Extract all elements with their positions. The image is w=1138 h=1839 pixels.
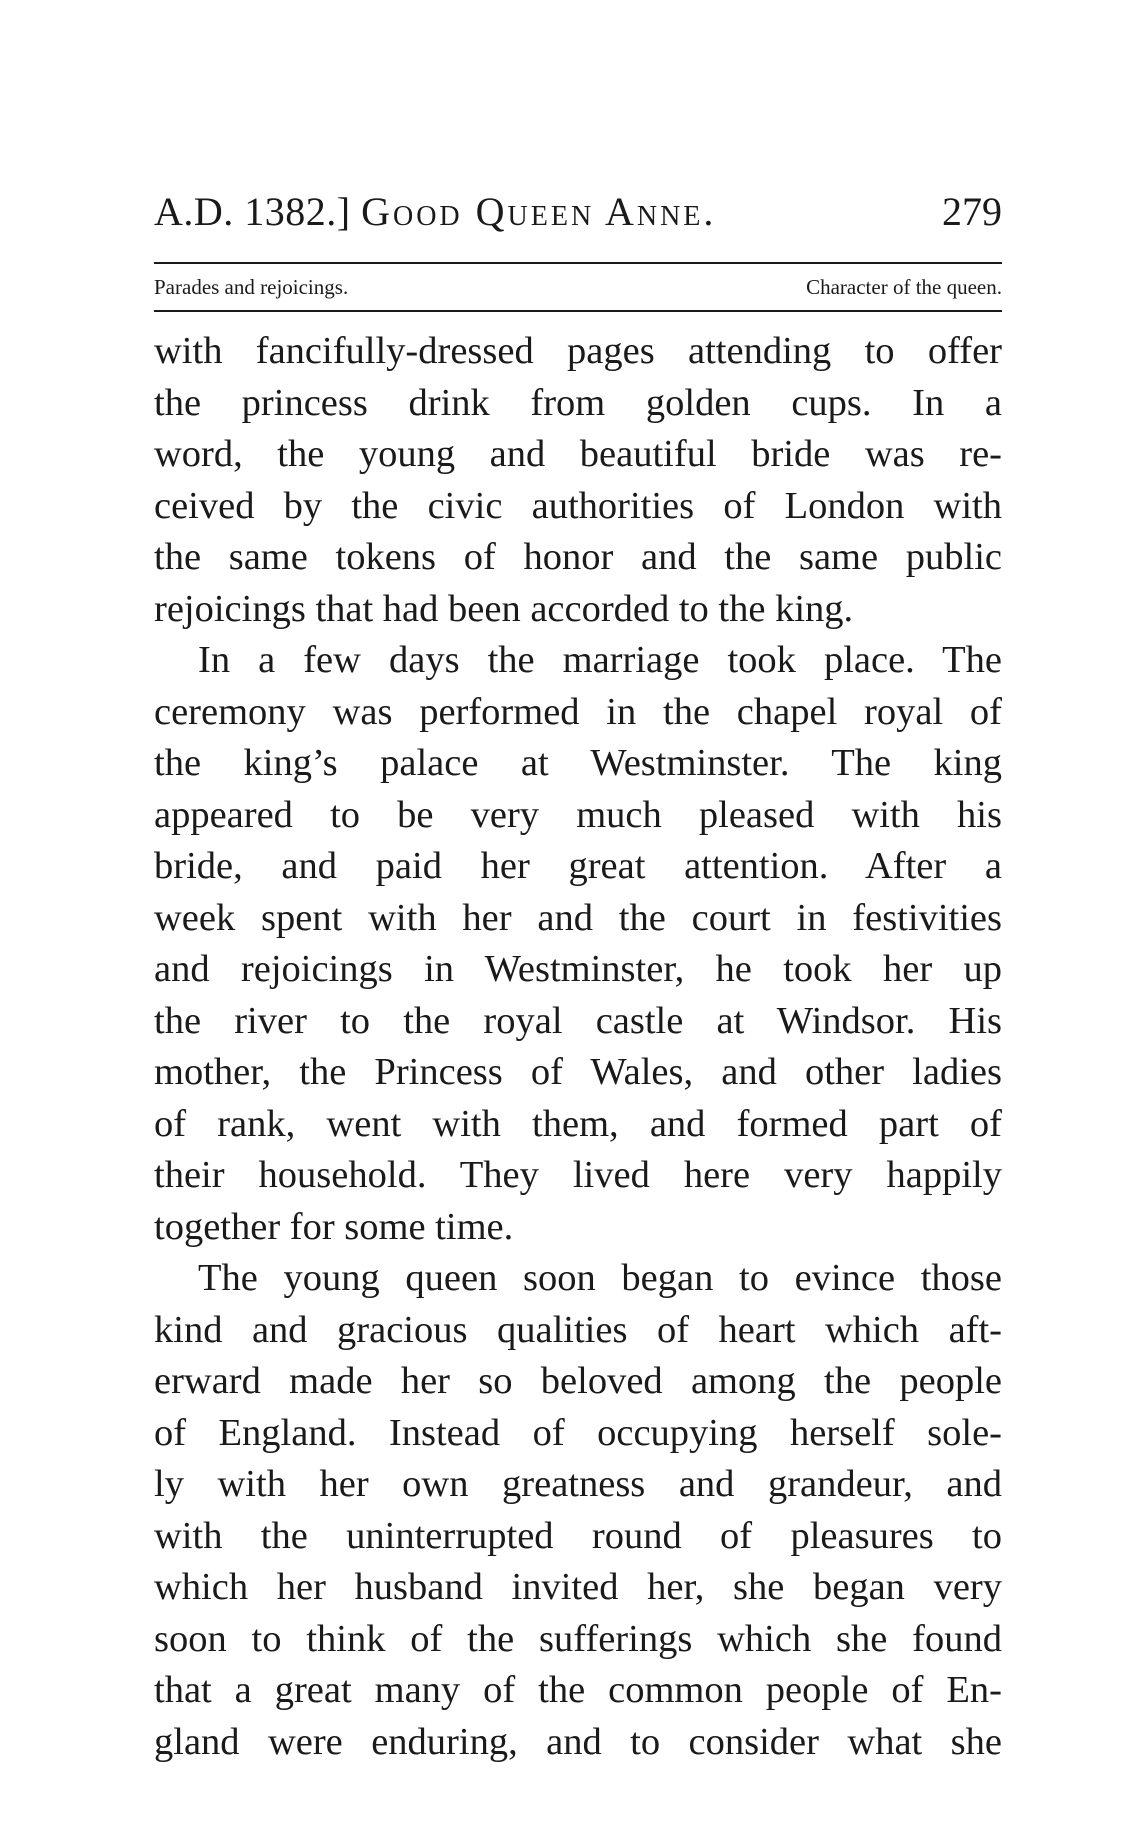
text-line: ceived by the civic authorities of London with	[154, 484, 1002, 527]
text-line: The young queen soon began to evince those	[198, 1257, 1002, 1299]
running-head	[154, 188, 1002, 246]
text-line: together for some time.	[154, 1205, 514, 1248]
running-head-left	[154, 188, 716, 236]
text-line: word, the young and beautiful bride was re-	[154, 433, 1002, 475]
text-line: that a great many of the common people of En-	[154, 1669, 1002, 1711]
text-line: erward made her so beloved among the people	[154, 1360, 1002, 1402]
text-line: ceremony was performed in the chapel royal of	[154, 690, 1002, 733]
header-rule-top	[154, 262, 1002, 264]
text-line: gland were enduring, and to consider what she	[154, 1720, 1002, 1763]
text-line: the river to the royal castle at Windsor. His	[154, 999, 1002, 1042]
text-line: kind and gracious qualities of heart which aft-	[154, 1308, 1002, 1351]
text-line: with fancifully-dressed pages attending to offer	[154, 330, 1002, 372]
text-line: appeared to be very much pleased with his	[154, 793, 1002, 836]
body-text	[154, 326, 1002, 1768]
side-heading-right: Character of the queen.	[806, 275, 1002, 299]
running-head-title: Good Queen Anne.	[361, 189, 717, 234]
text-line: week spent with her and the court in festivities	[154, 896, 1002, 939]
page-number: 279	[942, 189, 1002, 234]
text-line: with the uninterrupted round of pleasures to	[154, 1514, 1002, 1557]
header-rule-bottom	[154, 310, 1002, 312]
text-line: mother, the Princess of Wales, and other ladies	[154, 1051, 1002, 1093]
text-line: the same tokens of honor and the same public	[154, 536, 1002, 578]
text-line: soon to think of the sufferings which she found	[154, 1617, 1002, 1660]
text-line: rejoicings that had been accorded to the king.	[154, 587, 854, 630]
text-line: bride, and paid her great attention. After a	[154, 845, 1002, 887]
text-line: of England. Instead of occupying herself sole-	[154, 1411, 1002, 1454]
text-line: their household. They lived here very happily	[154, 1154, 1002, 1196]
side-heading-left: Parades and rejoicings.	[154, 275, 349, 299]
text-line: the king’s palace at Westminster. The king	[154, 742, 1002, 784]
text-line: of rank, went with them, and formed part of	[154, 1102, 1002, 1145]
text-line: which her husband invited her, she began very	[154, 1566, 1002, 1608]
text-line: In a few days the marriage took place. The	[198, 639, 1002, 681]
text-line: and rejoicings in Westminster, he took her up	[154, 948, 1002, 990]
running-head-date: A.D. 1382.]	[154, 189, 351, 234]
text-line: the princess drink from golden cups. In a	[154, 381, 1002, 424]
text-line: ly with her own greatness and grandeur, and	[154, 1463, 1002, 1505]
